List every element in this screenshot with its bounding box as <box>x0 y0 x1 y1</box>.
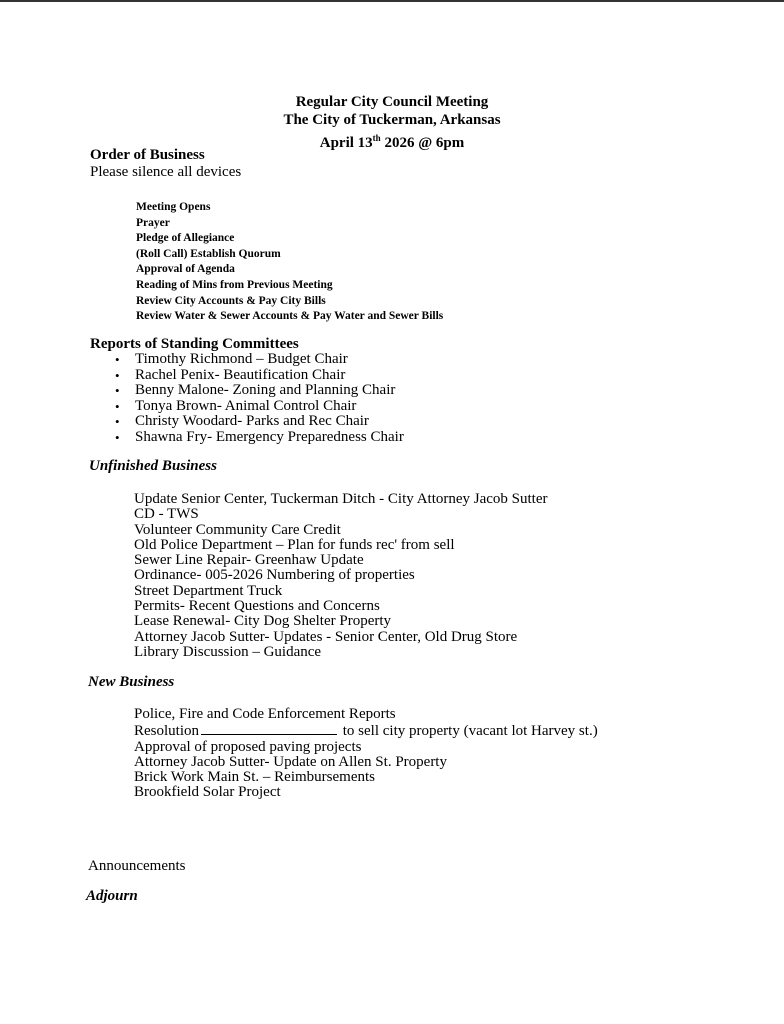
list-item: Library Discussion – Guidance <box>134 643 322 660</box>
city-name: The City of Tuckerman, Arkansas <box>283 112 501 128</box>
list-item <box>113 430 404 446</box>
list-item: Old Police Department – Plan for funds rec' from sell <box>134 536 455 553</box>
announcements-heading: Announcements <box>88 858 186 874</box>
list-item: Meeting Opens <box>136 201 211 213</box>
bullet-icon: • <box>115 429 120 445</box>
list-item: Permits- Recent Questions and Concerns <box>134 598 380 615</box>
top-border-line <box>0 0 784 2</box>
list-item <box>134 722 598 739</box>
list-item: Brick Work Main St. – Reimbursements <box>134 769 375 786</box>
list-item: Street Department Truck <box>134 582 283 599</box>
list-item: Attorney Jacob Sutter- Updates - Senior Center, Old Drug Store <box>134 628 518 645</box>
committee-member: Tonya Brown- Animal Control Chair <box>135 397 357 414</box>
resolution-label: Resolution <box>134 723 200 740</box>
list-item: CD - TWS <box>134 506 199 523</box>
list-item: Police, Fire and Code Enforcement Reports <box>134 706 396 722</box>
list-item: (Roll Call) Establish Quorum <box>136 247 281 260</box>
resolution-text: to sell city property (vacant lot Harvey st.) <box>339 723 598 740</box>
bullet-icon: • <box>115 352 120 367</box>
list-item: Reading of Mins from Previous Meeting <box>136 278 333 291</box>
bullet-icon: • <box>115 367 120 383</box>
list-item <box>113 383 404 399</box>
list-item <box>113 368 404 384</box>
new-business-list <box>134 707 598 801</box>
committee-member: Rachel Penix- Beautification Chair <box>135 366 346 383</box>
date-suffix: th <box>372 133 381 143</box>
bullet-icon: • <box>115 383 120 399</box>
list-item: Attorney Jacob Sutter- Update on Allen St. Property <box>134 753 447 770</box>
list-item: Brookfield Solar Project <box>134 784 281 801</box>
meeting-title: Regular City Council Meeting <box>295 94 489 110</box>
committee-member: Shawna Fry- Emergency Preparedness Chair <box>135 428 404 445</box>
list-item: Approval of proposed paving projects <box>134 738 362 755</box>
list-item: Ordinance- 005-2026 Numbering of properties <box>134 567 415 584</box>
unfinished-business-heading: Unfinished Business <box>89 458 217 474</box>
list-item <box>113 352 404 368</box>
committee-member: Timothy Richmond – Budget Chair <box>135 351 348 367</box>
list-item: Update Senior Center, Tuckerman Ditch - City Attorney Jacob Sutter <box>134 491 548 507</box>
adjourn-heading: Adjourn <box>86 888 138 904</box>
list-item: Approval of Agenda <box>136 263 235 276</box>
bullet-icon: • <box>115 398 120 414</box>
resolution-blank-line <box>201 722 337 735</box>
unfinished-business-list <box>134 492 548 660</box>
order-of-business-list <box>136 200 443 325</box>
list-item: Review Water & Sewer Accounts & Pay Water and Sewer Bills <box>136 310 444 323</box>
new-business-heading: New Business <box>88 674 175 690</box>
committee-member: Christy Woodard- Parks and Rec Chair <box>135 413 369 430</box>
bullet-icon: • <box>115 414 120 430</box>
list-item: Prayer <box>136 216 170 229</box>
date-year-time: 2026 @ 6pm <box>380 135 465 151</box>
silence-devices-note: Please silence all devices <box>90 164 242 180</box>
list-item: Sewer Line Repair- Greenhaw Update <box>134 552 364 569</box>
list-item: Lease Renewal- City Dog Shelter Property <box>134 613 392 630</box>
list-item: Review City Accounts & Pay City Bills <box>136 294 326 307</box>
list-item <box>113 399 404 415</box>
committee-member: Benny Malone- Zoning and Planning Chair <box>135 382 396 399</box>
meeting-header <box>0 93 784 152</box>
list-item: Volunteer Community Care Credit <box>134 521 341 538</box>
list-item <box>113 414 404 430</box>
order-of-business-heading: Order of Business <box>90 147 205 163</box>
standing-committees-list <box>113 352 404 446</box>
list-item: Pledge of Allegiance <box>136 232 235 245</box>
standing-committees-heading: Reports of Standing Committees <box>90 336 299 352</box>
date-day: April 13 <box>319 135 373 151</box>
